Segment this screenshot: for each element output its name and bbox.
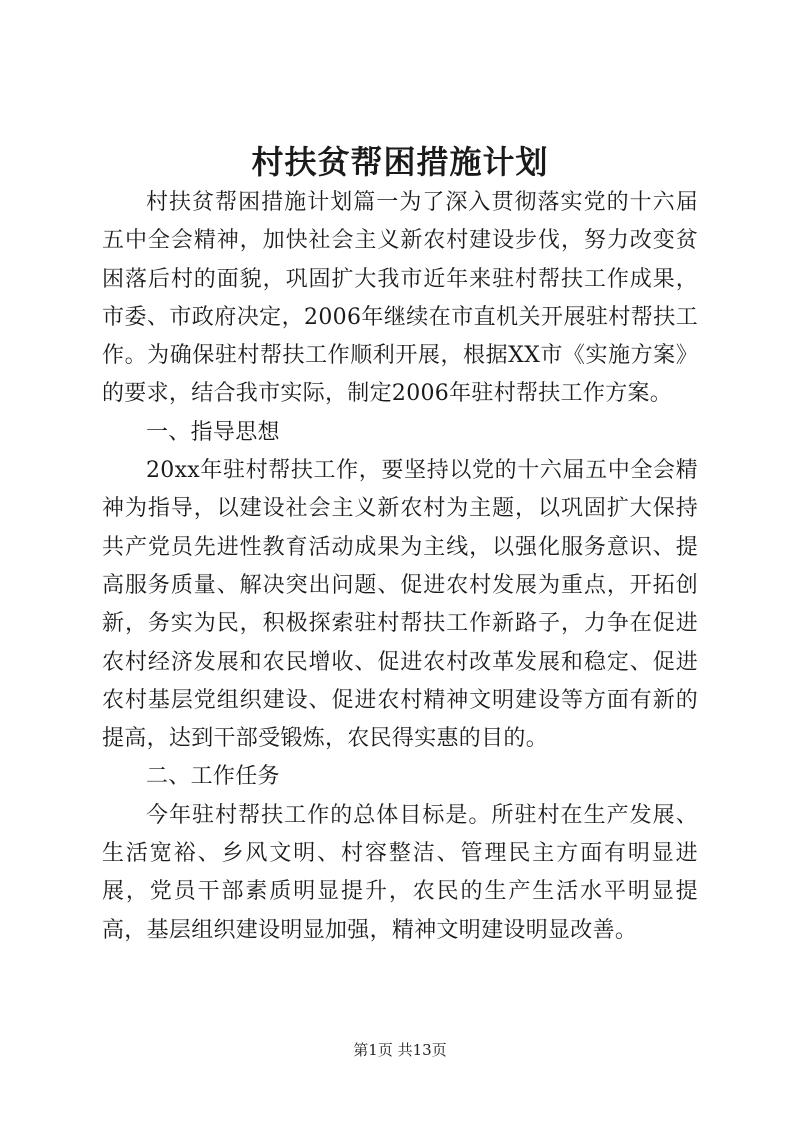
document-body bbox=[102, 184, 698, 950]
paragraph-intro: 村扶贫帮困措施计划篇一为了深入贯彻落实党的十六届五中全会精神，加快社会主义新农村建设步伐，努力改变贫困落后村的面貌，巩固扩大我市近年来驻村帮扶工作成果，市委、市政府决定，2006年继续在市直机关开展驻村帮扶工作。为确保驻村帮扶工作顺利开展，根据XX市《实施方案》的要求，结合我市实际，制定2006年驻村帮扶工作方案。 bbox=[102, 190, 698, 407]
paragraph-work-tasks: 今年驻村帮扶工作的总体目标是。所驻村在生产发展、生活宽裕、乡风文明、村容整洁、管理民主方面有明显进展，党员干部素质明显提升，农民的生产生活水平明显提高，基层组织建设明显加强，精神文明建设明显改善。 bbox=[102, 802, 698, 943]
page-footer: 第1页 共13页 bbox=[353, 1041, 447, 1059]
section-heading-work-tasks: 二、工作任务 bbox=[146, 764, 280, 790]
section-heading-guiding-thought: 一、指导思想 bbox=[146, 419, 280, 445]
paragraph-guiding-thought: 20xx年驻村帮扶工作，要坚持以党的十六届五中全会精神为指导，以建设社会主义新农村为主题，以巩固扩大保持共产党员先进性教育活动成果为主线，以强化服务意识、提高服务质量、解决突出问题、促进农村发展为重点，开拓创新，务实为民，积极探索驻村帮扶工作新路子，力争在促进农村经济发展和农民增收、促进农村改革发展和稳定、促进农村基层党组织建设、促进农村精神文明建设等方面有新的提高，达到干部受锻炼，农民得实惠的目的。 bbox=[102, 458, 698, 752]
document-title: 村扶贫帮困措施计划 bbox=[251, 143, 549, 181]
